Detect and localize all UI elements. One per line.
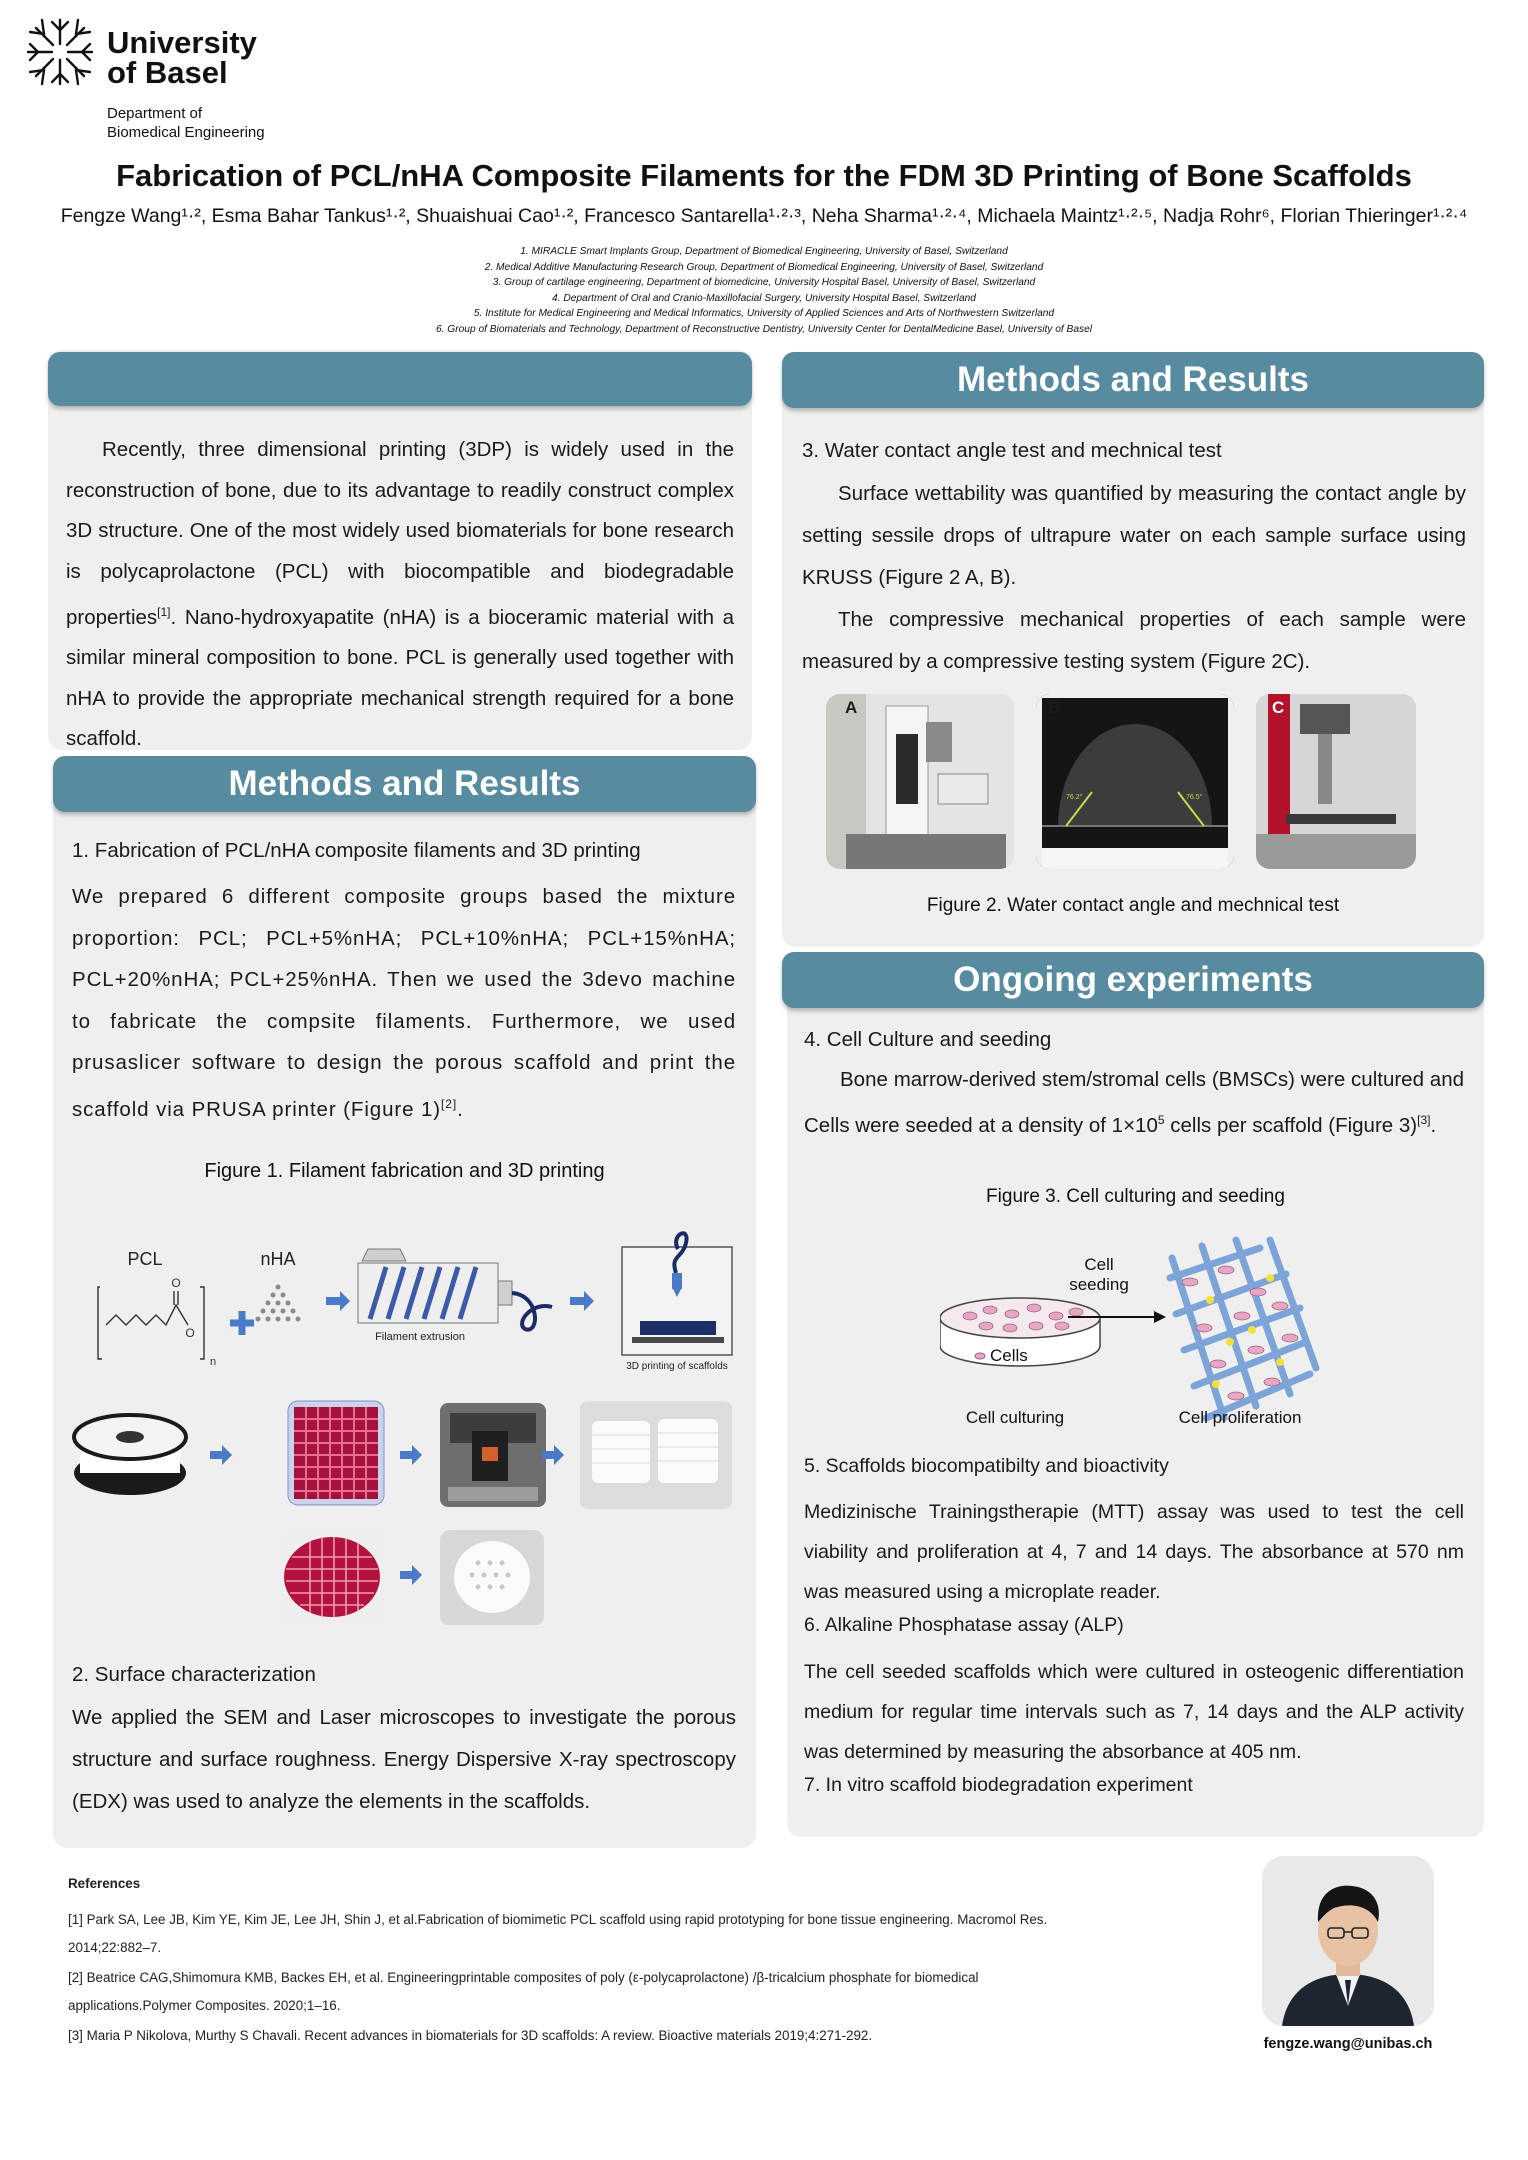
contact-angle-right: 76.5°	[1186, 794, 1203, 801]
white-scaffolds-photo	[580, 1401, 732, 1509]
filament-spool-icon	[74, 1415, 186, 1495]
figure-2a-photo	[826, 694, 1014, 869]
cell-culturing-label: Cell culturing	[965, 1408, 1065, 1427]
figure-2-caption: Figure 2. Water contact angle and mechnical test	[926, 895, 1340, 916]
citation-1: [1]	[157, 605, 171, 619]
section-5-heading: 5. Scaffolds biocompatibilty and bioactivity	[804, 1455, 1169, 1477]
figure-1-caption: Figure 1. Filament fabrication and 3D printing	[204, 1160, 605, 1182]
section-6-heading: 6. Alkaline Phosphatase assay (ALP)	[804, 1614, 1124, 1636]
author-list: Fengze Wang¹·², Esma Bahar Tankus¹·², Shuaishuai Cao¹·², Francesco Santarella¹·²·³, Neha Sharma¹·²·⁴, Michaela Maintz¹·²·⁵, Nadja Rohr⁶, Florian Thieringer¹·²·⁴	[60, 205, 1468, 227]
section-1-heading: 1. Fabrication of PCL/nHA composite filaments and 3D printing	[72, 839, 641, 862]
figure-2c-label: C	[1272, 698, 1285, 717]
3d-printer-icon	[622, 1233, 732, 1355]
section-2-heading: 2. Surface characterization	[72, 1663, 316, 1686]
cells-label: Cells	[990, 1346, 1028, 1365]
section-2-body: We applied the SEM and Laser microscopes to investigate the porous structure and surface roughness. Energy Dispersive X-ray spectroscopy (EDX) was used to analyze the elements in the scaffolds.	[72, 1706, 736, 1813]
figure-3-caption: Figure 3. Cell culturing and seeding	[986, 1186, 1285, 1207]
contact-email[interactable]: fengze.wang@unibas.ch	[1263, 2036, 1433, 2052]
arrow-icon	[400, 1565, 422, 1585]
printer-photo	[440, 1403, 546, 1507]
cell-proliferation-label: Cell proliferation	[1178, 1408, 1302, 1427]
introduction-text: Recently, three dimensional printing (3DP) is widely used in the reconstruction of bone, due to its advantage to readily construct complex 3D structure. One of the most widely used biomaterials for bone research is polycaprolactone (PCL) with biocompatible and biodegradable properties[1]. Nano-hydroxyapatite (nHA) is a bioceramic material with a similar mineral composition to bone. PCL is generally used together with nHA to provide the appropriate mechanical strength required for a bone scaffold.	[66, 438, 734, 751]
citation-3: [3]	[1417, 1113, 1431, 1127]
contact-angle-left: 76.2°	[1066, 794, 1083, 801]
affiliation-list: 1. MIRACLE Smart Implants Group, Department of Biomedical Engineering, University of Basel, Switzerland 2. Medical Additive Manufacturing Research Group, Department of Biomedical Engineering, University of Basel, Switzerland 3. Group of cartilage engineering, Department of biomedicine, University Hospital Basel, University of Basel, Switzerland 4. Department of Oral and Cranio-Maxillofacial Surgery, University Hospital Basel, Switzerland 5. Institute for Medical Engineering and Medical Informatics, University of Applied Sciences and Arts of Northwestern Switzerland 6. Group of Biomaterials and Technology, Department of Reconstructive Dentistry, University Center for DentalMedicine Basel, University of Basel	[435, 246, 1093, 335]
figure-1-diagram	[70, 1225, 742, 1625]
arrow-icon	[210, 1445, 232, 1465]
introduction-banner	[48, 352, 752, 406]
round-scaffold-cad-image	[280, 1530, 386, 1625]
ongoing-experiments-banner: Ongoing experiments	[782, 952, 1484, 1008]
citation-2: [2]	[441, 1096, 458, 1111]
round-scaffold-photo	[440, 1530, 544, 1625]
section-3-para-1: Surface wettability was quantified by measuring the contact angle by setting sessile drops of ultrapure water on each sample surface using KRUSS (Figure 2 A, B).	[802, 482, 1466, 589]
methods-results-banner-right: Methods and Results	[782, 352, 1484, 408]
figure-2b-label: B	[1048, 698, 1061, 717]
nha-particles-icon	[256, 1285, 301, 1322]
university-logo-mark-icon	[22, 14, 98, 90]
figure-3-diagram	[940, 1218, 1340, 1444]
filament-extruder-icon	[358, 1249, 552, 1330]
plus-icon	[230, 1311, 254, 1335]
poster-title: Fabrication of PCL/nHA Composite Filaments for the FDM 3D Printing of Bone Scaffolds	[116, 158, 1412, 193]
section-6-body: The cell seeded scaffolds which were cultured in osteogenic differentiation medium for regular time intervals such as 7, 14 days and the ALP activity was determined by measuring the absorbance at 405 nm.	[804, 1661, 1464, 1763]
nha-label: nHA	[260, 1249, 296, 1269]
3d-printing-label: 3D printing of scaffolds	[626, 1361, 728, 1372]
section-7-heading: 7. In vitro scaffold biodegradation experiment	[804, 1774, 1193, 1796]
sliced-scaffold-image	[288, 1401, 384, 1505]
cell-seeding-label-1: Cell	[1084, 1255, 1114, 1274]
pcl-structure-icon	[98, 1287, 204, 1359]
university-name: University of Basel	[107, 25, 257, 90]
section-5-body: Medizinische Trainingstherapie (MTT) assay was used to test the cell viability and proliferation at 4, 7 and 14 days. The absorbance at 570 nm was measured using a microplate reader.	[804, 1501, 1464, 1603]
reference-1: [1] Park SA, Lee JB, Kim YE, Kim JE, Lee JH, Shin J, et al.Fabrication of biomimetic PCL scaffold using rapid prototyping for bone tissue engineering. Macromol Res. 2014;22:882–7.	[68, 1912, 1048, 1955]
section-3-heading: 3. Water contact angle test and mechnical test	[802, 439, 1222, 462]
department-name: Department of Biomedical Engineering	[107, 105, 265, 141]
reference-3: [3] Maria P Nikolova, Murthy S Chavali. Recent advances in biomaterials for 3D scaffolds: A review. Bioactive materials 2019;4:271-292.	[68, 2028, 873, 2043]
arrow-icon	[570, 1291, 594, 1311]
section-4-heading: 4. Cell Culture and seeding	[804, 1028, 1052, 1051]
svg-text:O: O	[171, 1276, 181, 1290]
figure-2a-label: A	[845, 698, 858, 717]
section-4-body: Bone marrow-derived stem/stromal cells (BMSCs) were cultured and Cells were seeded at a density of $1\times 10^5$ cells per scaffold (Figure 3)[3].	[804, 1068, 1464, 1137]
scaffold-lattice-icon	[1170, 1240, 1316, 1418]
author-portrait-photo	[1262, 1856, 1434, 2026]
methods-results-banner-left: Methods and Results	[53, 756, 756, 812]
pcl-label: PCL	[127, 1249, 163, 1269]
figure-2c-photo	[1256, 694, 1416, 869]
section-1-body: We prepared 6 different composite groups based the mixture proportion: PCL; PCL+5%nHA; PCL+10%nHA; PCL+15%nHA; PCL+20%nHA; PCL+25%nHA. Then we used the 3devo machine to fabricate the compsite filaments. Furthermore, we used prusaslicer software to design the porous scaffold and print the scaffold via PRUSA printer (Figure 1)[2].	[72, 885, 736, 1121]
cell-seeding-label-2: seeding	[1069, 1275, 1129, 1294]
filament-extrusion-label: Filament extrusion	[375, 1331, 465, 1343]
svg-text:n: n	[210, 1356, 217, 1368]
arrow-icon	[400, 1445, 422, 1465]
figure-2b-photo	[1036, 694, 1234, 869]
section-3-para-2: The compressive mechanical properties of each sample were measured by a compressive testing system (Figure 2C).	[802, 608, 1466, 673]
references-heading: References	[68, 1876, 141, 1891]
arrow-icon	[326, 1291, 350, 1311]
svg-text:O: O	[185, 1326, 195, 1340]
reference-2: [2] Beatrice CAG,Shimomura KMB, Backes EH, et al. Engineeringprintable composites of poly (ε-polycaprolactone) /β-tricalcium phosphate for biomedical applications.Polymer Composites. 2020;1–16.	[68, 1970, 979, 2013]
